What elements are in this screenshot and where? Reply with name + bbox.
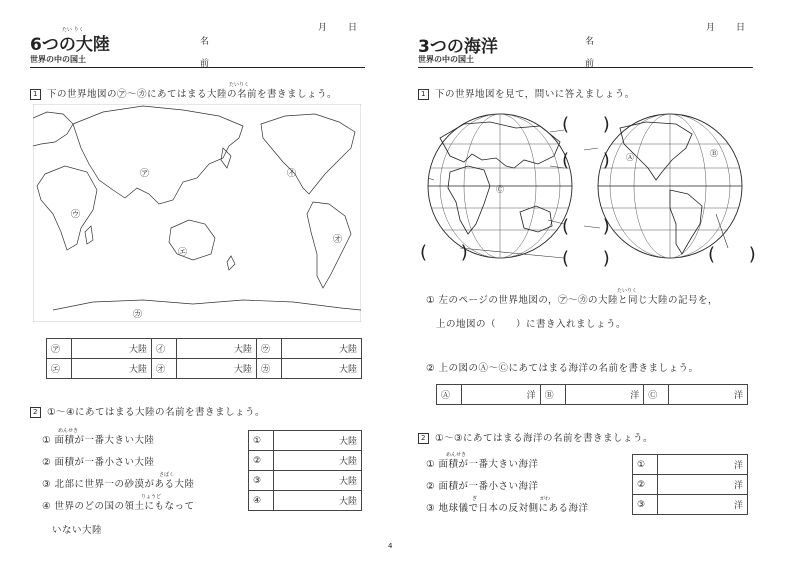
name-label-2: 前 (585, 59, 595, 69)
world-map (33, 104, 361, 322)
globe-label-a: Ⓐ (626, 153, 634, 162)
question-text: 下の世界地図を見て，問いに答えましょう。 (435, 89, 635, 100)
list-item: ③ 北部に世界一の砂漠がある大陸 (42, 479, 195, 490)
question-text: 下の世界地図の㋐～㋕にあてはまる大陸の名前を書きましょう。 (47, 89, 338, 100)
answer-paren[interactable]: ( ) (562, 216, 624, 237)
month-label: 月 (318, 23, 328, 33)
question-text: ①～③にあてはまる海洋の名前を書きましょう。 (435, 433, 654, 444)
table-cell: Ⓒ (644, 385, 669, 405)
ruby-gi: ぎ (472, 496, 478, 502)
table-cell: ④ (249, 491, 274, 511)
continent-answer-table (46, 338, 362, 379)
answer-cell[interactable]: 大陸 (274, 451, 362, 471)
table-cell: ㋐ (47, 339, 72, 359)
question-number: 1 (30, 89, 41, 100)
table-row (47, 339, 362, 359)
page-number: 4 (388, 542, 393, 550)
list-item: ④ 世界のどの国の領土にもなって (42, 501, 195, 512)
table-cell: ② (249, 451, 274, 471)
answer-cell[interactable]: 大陸 (282, 339, 362, 359)
table-row (633, 455, 748, 475)
answer-paren[interactable]: ( ) (420, 242, 482, 263)
table-row (249, 491, 362, 511)
answer-cell[interactable]: 大陸 (177, 359, 257, 379)
question-number: 2 (418, 433, 429, 444)
table-cell: ㋒ (256, 339, 281, 359)
answer-paren[interactable]: ( ) (562, 248, 624, 269)
table-row (249, 451, 362, 471)
page-subtitle: 世界の中の国土 (418, 55, 474, 64)
table-cell: ② (633, 475, 658, 495)
table-row (47, 359, 362, 379)
answer-cell[interactable]: 大陸 (282, 359, 362, 379)
table-cell: ㋕ (256, 359, 281, 379)
table-cell: ③ (633, 495, 658, 515)
question-number: 1 (418, 89, 429, 100)
question-text: ①～④にあてはまる大陸の名前を書きましょう。 (47, 407, 266, 418)
page-subtitle: 世界の中の国土 (30, 55, 86, 64)
ruby-ryoudo: りょうど (141, 494, 162, 500)
ruby-gawa: がわ (540, 496, 551, 502)
answer-cell[interactable]: 洋 (658, 475, 748, 495)
answer-cell[interactable]: 洋 (565, 385, 644, 405)
question-2 (30, 404, 265, 418)
answer-cell[interactable]: 洋 (658, 455, 748, 475)
globe-label-c: Ⓒ (496, 185, 504, 194)
ruby-tairiku: たいりく (617, 288, 638, 294)
table-row (249, 431, 362, 451)
table-cell: ① (633, 455, 658, 475)
day-label: 日 (348, 23, 358, 33)
header-rule (30, 67, 365, 68)
answer-cell[interactable]: 洋 (658, 495, 748, 515)
subquestion-2: ② 上の図のⒶ～Ⓒにあてはまる海洋の名前を書きましょう。 (426, 363, 699, 374)
answer-cell[interactable]: 洋 (669, 385, 748, 405)
name-label-2: 前 (200, 59, 210, 69)
map-label-i: ㋑ (287, 169, 297, 179)
q2-answer-table (632, 454, 748, 515)
question-number: 2 (30, 407, 41, 418)
answer-cell[interactable]: 大陸 (274, 471, 362, 491)
q2-answer-table (248, 430, 362, 511)
table-row (633, 495, 748, 515)
map-label-o: ㋔ (333, 235, 343, 245)
ruby-menseki: めんせき (446, 452, 467, 458)
table-cell: ㋔ (151, 359, 176, 379)
page-title: 3つの海洋 (418, 37, 498, 57)
answer-cell[interactable]: 洋 (461, 385, 540, 405)
question-1 (30, 86, 337, 100)
q1-ruby: たいりく (229, 82, 250, 88)
table-cell: ㋓ (47, 359, 72, 379)
answer-cell[interactable]: 大陸 (177, 339, 257, 359)
page-title: 6つの大陸 (30, 35, 110, 55)
name-label: 名 (585, 37, 595, 47)
answer-paren[interactable]: ( ) (562, 114, 624, 135)
list-item: ① 面積が一番大きい大陸 (42, 435, 155, 446)
table-cell: Ⓐ (437, 385, 462, 405)
list-item: ② 面積が一番小さい大陸 (42, 457, 155, 468)
ruby-sabaku: さばく (159, 472, 175, 478)
subquestion-1-cont: 上の地図の（ ）に書き入れましょう。 (436, 319, 627, 330)
table-row (633, 475, 748, 495)
table-cell: Ⓑ (540, 385, 565, 405)
answer-cell[interactable]: 大陸 (72, 339, 152, 359)
list-item: ③ 地球儀で日本の反対側にある海洋 (426, 503, 589, 514)
list-item: ② 面積が一番小さい海洋 (426, 481, 539, 492)
question-2 (418, 430, 653, 444)
list-item-continued: いない大陸 (52, 525, 103, 536)
globe-label-b: Ⓑ (710, 149, 718, 158)
title-ruby: たい りく (62, 27, 84, 33)
table-row (437, 385, 748, 405)
ocean-answer-table (436, 384, 748, 405)
table-cell: ③ (249, 471, 274, 491)
answer-paren[interactable]: ( ) (562, 150, 624, 171)
answer-cell[interactable]: 大陸 (274, 491, 362, 511)
map-label-a: ㋐ (140, 169, 150, 179)
table-cell: ① (249, 431, 274, 451)
table-row (249, 471, 362, 491)
subquestion-1: ① 左のページの世界地図の，㋐～㋕の大陸と同じ大陸の記号を， (426, 295, 718, 306)
map-label-ka: ㋕ (133, 310, 143, 320)
list-item: ① 面積が一番大きい海洋 (426, 459, 539, 470)
table-cell: ㋑ (151, 339, 176, 359)
map-label-e: ㋓ (178, 248, 188, 258)
answer-cell[interactable]: 大陸 (72, 359, 152, 379)
map-label-u: ㋒ (71, 210, 81, 220)
header-rule (418, 67, 753, 68)
ruby-menseki: めんせき (58, 428, 79, 434)
question-1 (418, 86, 635, 100)
day-label: 日 (736, 23, 746, 33)
answer-cell[interactable]: 大陸 (274, 431, 362, 451)
answer-paren[interactable]: ( ) (708, 244, 770, 265)
name-label: 名 (200, 37, 210, 47)
month-label: 月 (706, 23, 716, 33)
